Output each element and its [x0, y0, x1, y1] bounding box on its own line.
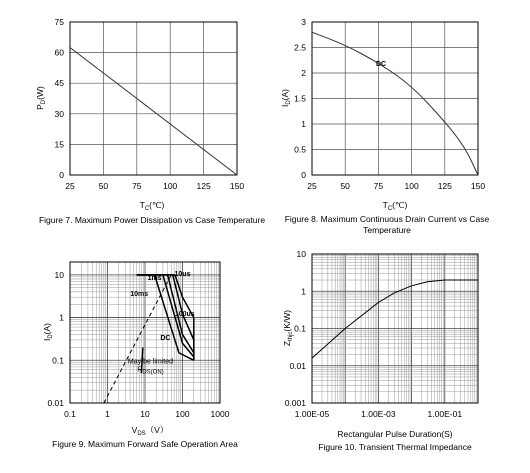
- fig7-xtick-label: 100: [163, 181, 178, 191]
- fig9-ytick-label: 0.01: [47, 398, 64, 408]
- fig9-annotation-limited: May be limited: [127, 358, 174, 366]
- fig7-xtick-label: 25: [65, 181, 75, 191]
- fig7-xtick-label: 75: [132, 181, 142, 191]
- fig8-xtick-label: 75: [373, 181, 384, 191]
- fig9-annotation-dc: DC: [160, 334, 171, 342]
- fig8-ytick-label: 2.5: [294, 42, 306, 53]
- fig8-ylabel: $I_D(A)$: [280, 88, 292, 108]
- fig9-xtick-label: 1: [105, 409, 110, 419]
- fig8-caption-line2: Temperature: [363, 225, 411, 235]
- fig10-ytick-label: 0.001: [284, 398, 306, 408]
- fig10-ytick-label: 1: [301, 286, 306, 297]
- fig10-ytick-label: 0.1: [294, 323, 306, 334]
- fig10-caption: Figure 10. Transient Thermal Impedance: [318, 442, 472, 452]
- fig8-series-line: [312, 32, 478, 175]
- fig10-xtick-label: 1.00E-05: [294, 409, 330, 419]
- fig8-ytick-label: 3: [301, 17, 306, 27]
- fig8-xtick-label: 150: [470, 181, 486, 191]
- fig7-ylabel: $P_D(W)$: [35, 86, 47, 110]
- fig7-xtick-label: 150: [229, 181, 245, 191]
- fig7-ytick-label: 30: [54, 108, 64, 119]
- fig9-annotation-100us: 100us: [174, 310, 195, 318]
- fig9-caption: Figure 9. Maximum Forward Safe Operation Area: [52, 439, 238, 449]
- fig9-annotation-rdson: RDS(ON): [137, 366, 164, 376]
- fig10-ytick-label: 0.01: [289, 360, 306, 371]
- fig9-xlabel: $V_{DS}(V)$: [131, 425, 169, 437]
- fig8-annotation-dc: DC: [375, 61, 387, 68]
- fig8-xtick-label: 25: [307, 181, 317, 191]
- fig8-ytick-label: 2: [301, 68, 306, 78]
- fig9-xtick-label: 0.1: [64, 409, 76, 419]
- fig7-plot-frame: [70, 22, 237, 175]
- fig8-ytick-label: 1: [301, 119, 306, 129]
- fig9-xtick-label: 10: [140, 409, 150, 419]
- fig7-ytick-label: 15: [54, 139, 64, 150]
- fig7-ytick-label: 60: [54, 47, 64, 58]
- fig7-ytick-label: 45: [54, 78, 64, 89]
- fig9-annotation-10ms: 10ms: [130, 290, 149, 298]
- fig7-caption: Figure 7. Maximum Power Dissipation vs Case Temperature: [38, 215, 266, 225]
- fig10-xlabel: Rectangular Pulse Duration(S): [337, 429, 453, 439]
- fig8-xtick-label: 50: [340, 181, 350, 191]
- fig7-ytick-label: 75: [54, 17, 64, 27]
- fig9-annotation-10us: 10us: [174, 270, 191, 278]
- fig9-xtick-label: 1000: [210, 409, 230, 419]
- fig9-ylabel: $I_D(A)$: [42, 322, 54, 342]
- fig9-ytick-label: 10: [54, 269, 64, 280]
- fig7-ytick-label: 0: [59, 170, 64, 180]
- fig8-ytick-label: 0.5: [294, 144, 306, 155]
- fig8-ytick-label: 1.5: [294, 93, 306, 104]
- fig10-ylabel: $Z_{thjc}(K/W)$: [282, 309, 294, 347]
- fig9-xtick-label: 100: [175, 409, 190, 419]
- fig8-xlabel: $T_C(℃)$: [382, 200, 408, 212]
- fig9-ytick-label: 1: [59, 312, 64, 323]
- fig8-xtick-label: 125: [437, 181, 452, 191]
- fig9-ytick-label: 0.1: [52, 355, 64, 366]
- fig10-ytick-label: 10: [296, 249, 306, 259]
- fig8-ytick-label: 0: [301, 170, 306, 180]
- fig8-xtick-label: 100: [404, 181, 419, 191]
- fig10-xtick-label: 1.00E-03: [361, 409, 396, 419]
- fig8-caption-line1: Figure 8. Maximum Continuous Drain Current vs Case: [284, 214, 490, 224]
- fig7-xtick-label: 125: [196, 181, 211, 191]
- fig7-series-line: [70, 48, 237, 176]
- fig9-annotation-1ms: 1ms: [147, 275, 162, 283]
- fig10-series-line: [312, 280, 478, 358]
- fig10-xtick-label: 1.00E-01: [427, 409, 463, 419]
- fig7-xtick-label: 50: [98, 181, 109, 191]
- fig7-xlabel: $T_C(℃)$: [139, 200, 165, 212]
